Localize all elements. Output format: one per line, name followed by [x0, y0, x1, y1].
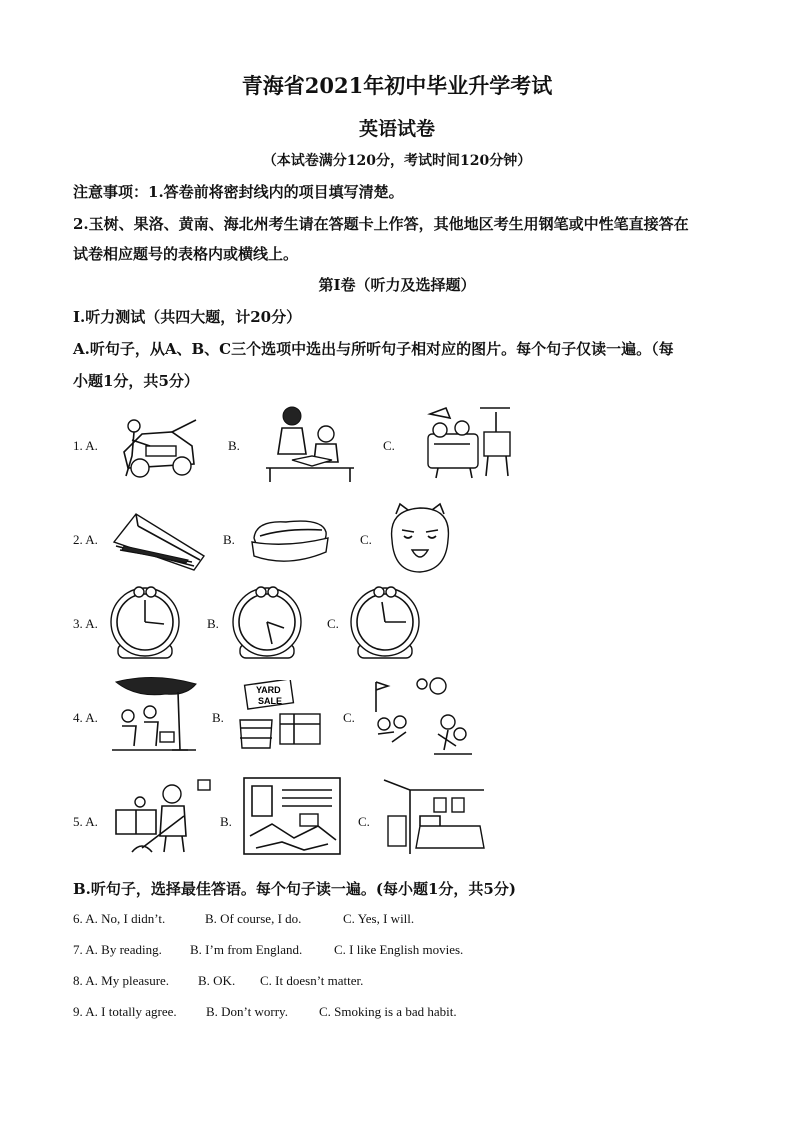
q6-option-b: B. Of course, I do. [205, 911, 302, 926]
q7-option-a: 7. A. By reading. [73, 942, 162, 957]
clock-c-picture [344, 584, 426, 662]
exam-title: 青海省2021年初中毕业升学考试 [241, 73, 553, 98]
q7-option-b: B. I’m from England. [190, 942, 303, 957]
clock-a-picture [104, 584, 186, 662]
playing-children-picture [364, 672, 476, 756]
picnic-picture [106, 676, 202, 756]
section-a-instructions-2: 小题1分，共5分） [73, 372, 199, 390]
q3-label-b: B. [207, 616, 219, 631]
q8-option-c: C. It doesn’t matter. [260, 973, 364, 988]
hot-dog-picture [246, 508, 332, 568]
exam-meta: （本试卷满分120分，考试时间120分钟） [262, 153, 532, 169]
clock-b-picture [226, 584, 308, 662]
yard-sale-picture [236, 680, 328, 752]
section-a-instructions-1: A.听句子，从A、B、C三个选项中选出与所听句子相对应的图片。每个句子仅读一遍。（每 [73, 340, 674, 358]
q5-label-b: B. [220, 814, 232, 829]
q9-option-c: C. Smoking is a bad habit. [319, 1004, 457, 1019]
q8-option-a: 8. A. My pleasure. [73, 973, 170, 988]
q4-label-c: C. [343, 710, 355, 725]
car-repair-picture [112, 412, 200, 484]
parent-child-reading-picture [262, 404, 358, 484]
q1-label-c: C. [383, 438, 395, 453]
family-tv-picture [410, 404, 518, 480]
q5-label-a: 5. A. [73, 814, 98, 829]
cartoon-face-picture [384, 500, 456, 580]
q4-label-b: B. [212, 710, 224, 725]
notice-line-1: 注意事项：1.答卷前将密封线内的项目填写清楚。 [73, 183, 404, 201]
q2-label-a: 2. A. [73, 532, 98, 547]
q3-label-c: C. [327, 616, 339, 631]
q1-label-a: 1. A. [73, 438, 98, 453]
q5-label-c: C. [358, 814, 370, 829]
q6-option-a: 6. A. No, I didn’t. [73, 911, 166, 926]
q2-label-c: C. [360, 532, 372, 547]
q7-option-c: C. I like English movies. [334, 942, 464, 957]
sweeping-picture [112, 776, 212, 858]
bedroom-picture [380, 776, 486, 856]
q4-label-a: 4. A. [73, 710, 98, 725]
q8-option-b: B. OK. [198, 973, 236, 988]
section-b-instructions: B.听句子，选择最佳答语。每个句子读一遍。(每小题1分，共5分) [73, 880, 516, 898]
q9-option-b: B. Don’t worry. [206, 1004, 288, 1019]
exam-subtitle: 英语试卷 [358, 118, 435, 140]
notice-line-2a: 2.玉树、果洛、黄南、海北州考生请在答题卡上作答，其他地区考生用钢笔或中性笔直接答在 [73, 215, 689, 233]
q6-option-c: C. Yes, I will. [343, 911, 415, 926]
q9-option-a: 9. A. I totally agree. [73, 1004, 177, 1019]
section-heading: Ⅰ.听力测试（共四大题，计20分） [73, 308, 302, 326]
sandwich-picture [108, 508, 208, 576]
q3-label-a: 3. A. [73, 616, 98, 631]
yard-sale-sign-line-1: YARD [256, 685, 281, 695]
part-heading: 第Ⅰ卷（听力及选择题） [318, 276, 476, 294]
q2-label-b: B. [223, 532, 235, 547]
messy-room-picture [242, 776, 342, 856]
q1-label-b: B. [228, 438, 240, 453]
yard-sale-sign-line-2: SALE [258, 696, 283, 706]
notice-line-2b: 试卷相应题号的表格内或横线上。 [73, 245, 299, 263]
